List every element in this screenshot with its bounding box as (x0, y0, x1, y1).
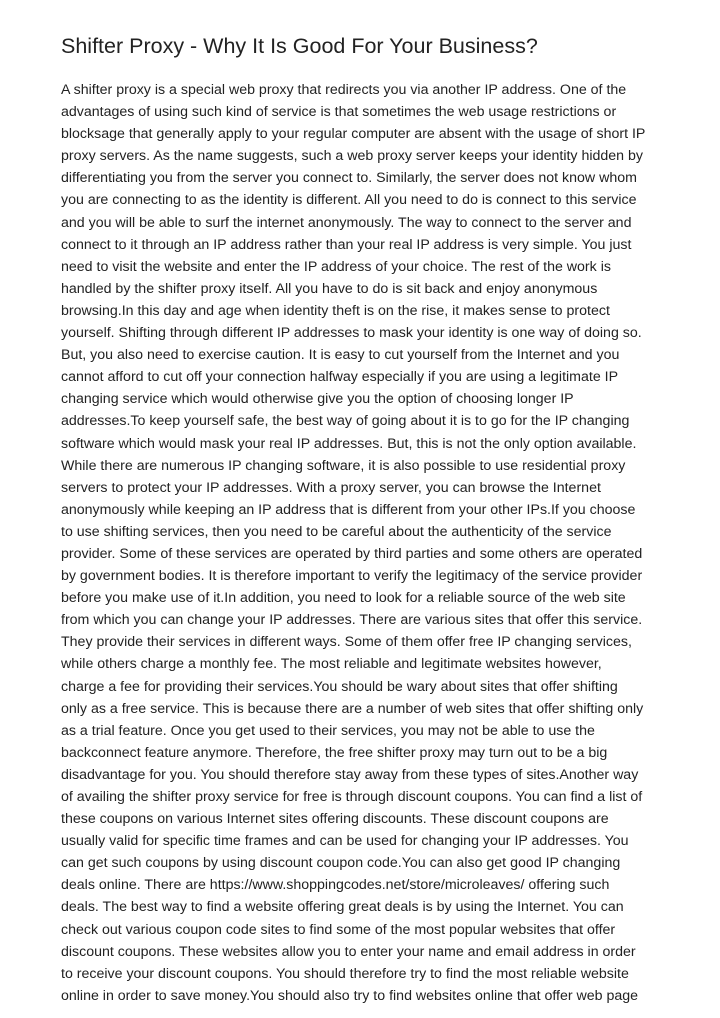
text-line: servers to protect your IP addresses. With a proxy server, you can browse the Internet (61, 479, 601, 496)
text-line: browsing.In this day and age when identity theft is on the rise, it makes sense to protect (61, 302, 610, 319)
text-line: need to visit the website and enter the IP address of your choice. The rest of the work is (61, 258, 611, 275)
article-body (61, 79, 671, 1007)
text-line: cannot afford to cut off your connection halfway especially if you are using a legitimate IP (61, 369, 619, 386)
text-line: blocksage that generally apply to your regular computer are absent with the usage of short IP (61, 126, 646, 143)
text-line: provider. Some of these services are operated by third parties and some others are operated (61, 545, 643, 562)
text-line: and you will be able to surf the internet anonymously. The way to connect to the server and (61, 214, 632, 231)
text-line: While there are numerous IP changing software, it is also possible to use residential proxy (61, 457, 626, 474)
text-line: usually valid for specific time frames and can be used for changing your IP addresses. You (61, 833, 629, 850)
text-line: handled by the shifter proxy itself. All you have to do is sit back and enjoy anonymous (61, 280, 598, 297)
text-line: proxy servers. As the name suggests, such a web proxy server keeps your identity hidden by (61, 148, 643, 165)
text-line: these coupons on various Internet sites offering discounts. These discount coupons are (61, 811, 609, 828)
text-line: by government bodies. It is therefore important to verify the legitimacy of the service provider (61, 568, 643, 585)
text-line: deals. The best way to find a website offering great deals is by using the Internet. You can (61, 899, 624, 916)
text-line: from which you can change your IP addresses. There are various sites that offer this service. (61, 612, 643, 629)
text-line: you are connecting to as the identity is different. All you need to do is connect to this service (61, 192, 637, 209)
text-line: disadvantage for you. You should therefore stay away from these types of sites.Another way (61, 766, 639, 783)
text-line: deals online. There are https://www.shoppingcodes.net/store/microleaves/ offering such (61, 877, 610, 894)
text-line: discount coupons. These websites allow you to enter your name and email address in order (61, 943, 636, 960)
text-line: yourself. Shifting through different IP addresses to mask your identity is one way of doing so. (61, 325, 642, 342)
text-line: They provide their services in different ways. Some of them offer free IP changing services, (61, 634, 632, 651)
text-line: A shifter proxy is a special web proxy that redirects you via another IP address. One of the (61, 82, 627, 98)
text-line: anonymously while keeping an IP address that is different from your other IPs.If you choose (61, 501, 636, 518)
text-line: addresses.To keep yourself safe, the best way of going about it is to go for the IP changing (61, 413, 630, 430)
text-line: can get such coupons by using discount coupon code.You can also get good IP changing (61, 855, 621, 872)
text-line: changing service which would otherwise give you the option of choosing longer IP (61, 391, 574, 408)
text-line: check out various coupon code sites to find some of the most popular websites that offer (61, 921, 616, 938)
text-line: charge a fee for providing their services.You should be wary about sites that offer shifting (61, 678, 618, 695)
text-line: to receive your discount coupons. You should therefore try to find the most reliable website (61, 965, 629, 982)
text-line: connect to it through an IP address rather than your real IP address is very simple. You just (61, 236, 632, 253)
text-line: backconnect feature anymore. Therefore, the free shifter proxy may turn out to be a big (61, 744, 608, 761)
text-line: only as a free service. This is because there are a number of web sites that offer shifting only (61, 700, 644, 717)
text-line: software which would mask your real IP addresses. But, this is not the only option available. (61, 435, 637, 452)
text-line: differentiating you from the server you connect to. Similarly, the server does not know whom (61, 170, 637, 187)
text-line: before you make use of it.In addition, you need to look for a reliable source of the web site (61, 590, 626, 607)
text-line: advantages of using such kind of service is that sometimes the web usage restrictions or (61, 104, 617, 121)
text-line: online in order to save money.You should also try to find websites online that offer web page (61, 987, 639, 1004)
text-line: as a trial feature. Once you get used to their services, you may not be able to use the (61, 722, 595, 739)
text-line: while others charge a monthly fee. The most reliable and legitimate websites however, (61, 656, 602, 673)
document-title: Shifter Proxy - Why It Is Good For Your Business? (61, 34, 538, 58)
text-line: to use shifting services, then you need to be careful about the authenticity of the service (61, 523, 612, 540)
text-line: But, you also need to exercise caution. It is easy to cut yourself from the Internet and you (61, 347, 620, 364)
text-line: of availing the shifter proxy service for free is through discount coupons. You can find a list of (61, 789, 643, 805)
